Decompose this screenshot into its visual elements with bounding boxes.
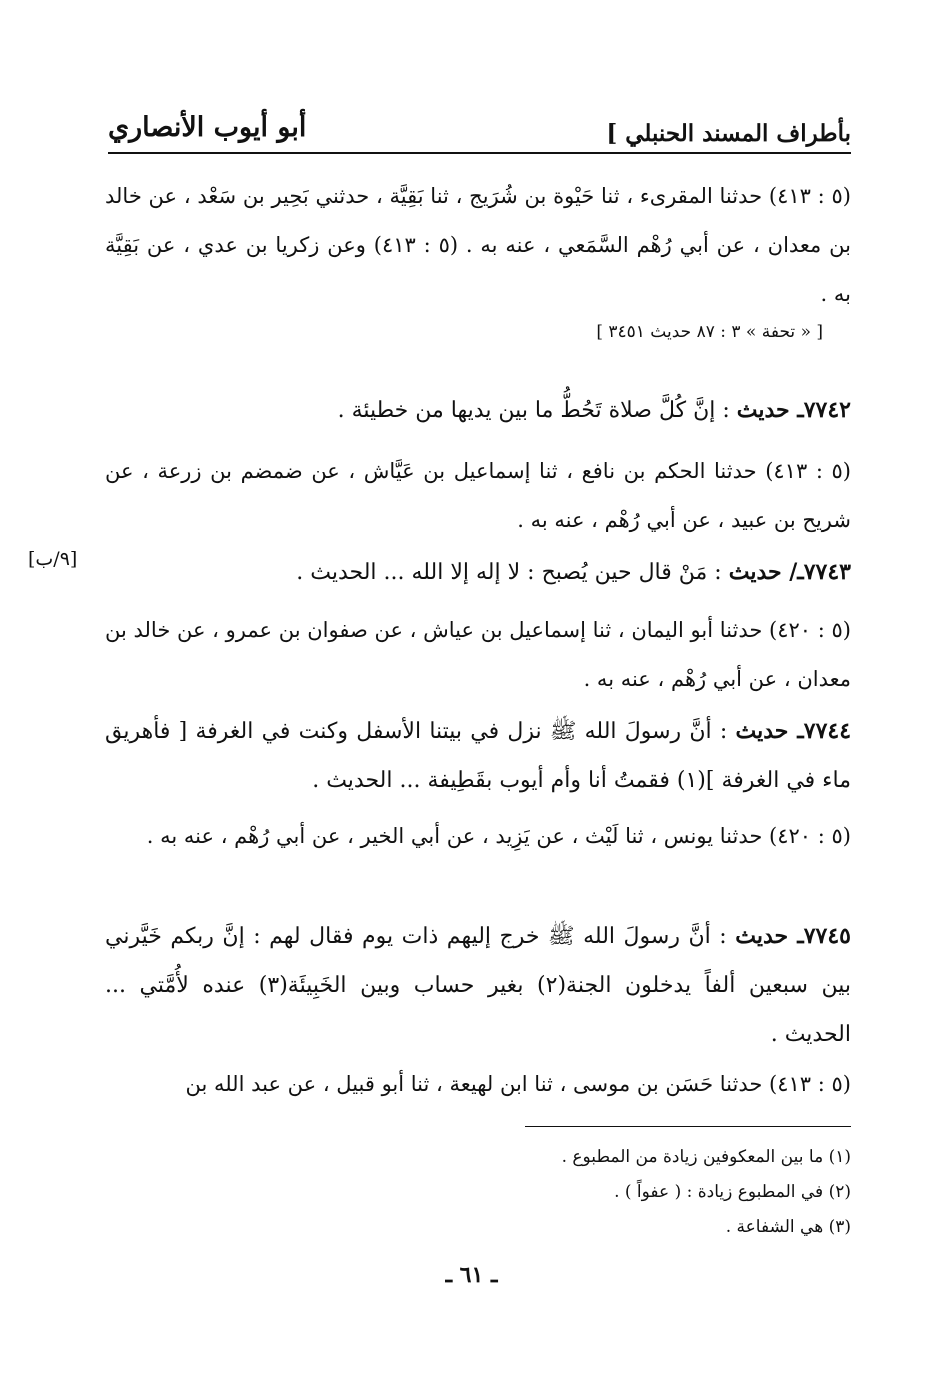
header-rule bbox=[108, 152, 851, 154]
page-number: ـ ٦١ ـ bbox=[445, 1262, 498, 1288]
hadith-text: : أنَّ رسولَ الله ﷺ نزل في بيتنا الأسفل وكنت في الغرفة [ فأهريق ماء في الغرفة ](١) فقمتُ أنا وأم أيوب بقَطِيفة ... الحديث . bbox=[105, 719, 851, 793]
hadith-number: ٧٧٤٢ bbox=[803, 397, 851, 423]
chain-paragraph-7744: (٥ : ٤٢٠) حدثنا يونس ، ثنا لَيْث ، عن يَزِيد ، عن أبي الخير ، عن أبي رُهْم ، عنه به . bbox=[146, 824, 851, 848]
chain-paragraph-7742: (٥ : ٤١٣) حدثنا الحكم بن نافع ، ثنا إسماعيل بن عَيَّاش ، عن ضمضم بن زرعة ، عن شريح بن عبيد ، عن أبي رُهْم ، عنه به . bbox=[105, 459, 851, 532]
hadith-keyword: ـ حديث bbox=[736, 397, 804, 423]
footnote-2: (٢) في المطبوع زيادة : ( عفواً ) . bbox=[614, 1182, 851, 1202]
hadith-keyword: ـ حديث bbox=[735, 923, 804, 949]
hadith-keyword: ـ حديث bbox=[735, 718, 804, 744]
hadith-7744 bbox=[105, 707, 851, 805]
hadith-number: ٧٧٤٤ bbox=[803, 718, 852, 744]
running-header-left: أبو أيوب الأنصاري bbox=[108, 112, 307, 143]
chain-paragraph-7743: (٥ : ٤٢٠) حدثنا أبو اليمان ، ثنا إسماعيل بن عياش ، عن صفوان بن عمرو ، عن خالد بن معدان ، عن أبي رُهْم ، عنه به . bbox=[105, 618, 851, 691]
hadith-7742 bbox=[105, 386, 851, 435]
footnote-rule bbox=[525, 1126, 851, 1127]
hadith-7745 bbox=[105, 912, 851, 1059]
running-header-right: بأطراف المسند الحنبلي ] bbox=[606, 120, 851, 147]
footnote-3: (٣) هي الشفاعة . bbox=[725, 1217, 851, 1237]
hadith-text: : إنَّ كُلَّ صلاة تَحُطُّ ما بين يديها من خطيئة . bbox=[337, 398, 730, 423]
tuhfa-reference: [ « تحفة » ٣ : ٨٧ حديث ٣٤٥١ ] bbox=[596, 322, 823, 342]
chain-paragraph-7745: (٥ : ٤١٣) حدثنا حَسَن بن موسى ، ثنا ابن لهيعة ، ثنا أبو قبيل ، عن عبد الله بن bbox=[185, 1072, 851, 1096]
hadith-keyword: ـ/ حديث bbox=[728, 559, 804, 585]
hadith-number: ٧٧٤٥ bbox=[803, 923, 851, 949]
hadith-number: ٧٧٤٣ bbox=[803, 559, 851, 585]
footnote-1: (١) ما بين المعكوفين زيادة من المطبوع . bbox=[561, 1147, 851, 1167]
hadith-text: : مَنْ قال حين يُصبح : لا إله إلا الله ... الحديث . bbox=[296, 560, 722, 585]
hadith-7743 bbox=[105, 548, 851, 597]
hadith-text: : أنَّ رسولَ الله ﷺ خرج إليهم ذات يوم فقال لهم : إنَّ ربكم خَيَّرني بين سبعين ألفاً يدخلون الجنة(٢) بغير حساب وبين الخَبِيئَة(٣) عنده لأُمَّتي ... الحديث . bbox=[105, 924, 851, 1047]
margin-folio-note: [٩/ب] bbox=[28, 548, 78, 570]
chain-paragraph-7741: (٥ : ٤١٣) حدثنا المقرىء ، ثنا حَيْوة بن شُرَيج ، ثنا بَقِيَّة ، حدثني بَحِير بن سَعْد ، عن خالد بن معدان ، عن أبي رُهْم السَّمَعي ، عنه به . (٥ : ٤١٣) وعن زكريا بن عدي ، عن بَقِيَّة به . bbox=[105, 184, 851, 306]
footnotes bbox=[562, 1140, 851, 1245]
